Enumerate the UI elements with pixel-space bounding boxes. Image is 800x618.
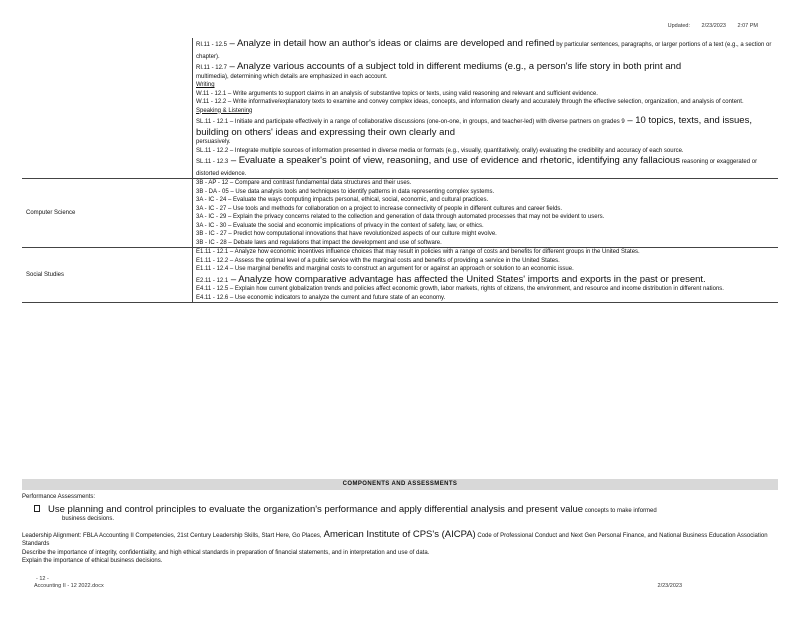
standard-code: E2.11 - 12.1 [196, 277, 229, 284]
standard-text: 3B - IC - 28 – Debate laws and regulations that impact the development and use of software. [196, 239, 442, 246]
page-footer [22, 576, 778, 590]
standard-text: 3B - DA - 05 – Use data analysis tools and techniques to identify patterns in data representing complex systems. [196, 188, 495, 195]
standard-text: 3A - IC - 27 – Use tools and methods for collaboration on a project to increase connectivity of people in different cultures and career fields. [196, 205, 563, 212]
footer-date: 2/23/2023 [657, 583, 682, 589]
subject-label-social-studies: Social Studies [26, 272, 65, 278]
standard-text: E4.11 - 12.6 – Use economic indicators to analyze the current and future state of an economy. [196, 294, 446, 301]
bullet-text: Use planning and control principles to evaluate the organization's performance and apply differential analysis and present value [48, 503, 584, 515]
performance-bullet [22, 504, 778, 516]
performance-label: Performance Assessments: [22, 494, 96, 500]
standard-text: E4.11 - 12.5 – Explain how current globalization trends and policies affect economic growth, labor markets, rights of citizens, the environment, and resource and income distribution in different nations. [196, 286, 724, 292]
cs-content-cell [192, 179, 778, 247]
alignment-text: Leadership Alignment: FBLA Accounting II Competencies, 21st Century Leadership Skills, Start Here, Go Places, [22, 532, 322, 539]
standard-text: E1.11 - 12.1 – Analyze how economic incentives influence choices that may result in policies with a range of costs and benefits for different groups in the United States. [196, 249, 640, 255]
standard-text: SL.11 - 12.2 – Integrate multiple sources of information presented in diverse media or formats (e.g., visually, quantitatively, orally) evaluating the credibility and accuracy of each source. [196, 147, 684, 154]
standard-text: – Analyze in detail how an author's ideas or claims are developed and refined [226, 38, 555, 49]
ela-content-cell [192, 38, 778, 178]
standard-code: SL.11 - 12.3 [196, 159, 229, 165]
explain-text: Explain the importance of ethical business decisions. [22, 558, 163, 564]
section-heading-speaking: Speaking & Listening [196, 107, 253, 114]
standard-text: – Evaluate a speaker's point of view, reasoning, and use of evidence and rhetoric, identifying any fallacious [228, 155, 681, 166]
standard-text: E1.11 - 12.2 – Assess the optimal level of a public service with the marginal costs and benefits of providing a service in the United States. [196, 257, 560, 264]
bullet-text: concepts to make informed [583, 507, 657, 514]
performance-section [22, 493, 778, 566]
checkbox-bullet-icon [34, 505, 40, 512]
standard-code: RI.11 - 12.7 [196, 65, 227, 71]
standard-text: E1.11 - 12.4 – Use marginal benefits and marginal costs to construct an argument for or against an approach or solution to an economic issue. [196, 266, 574, 272]
subject-label-computer-science: Computer Science [26, 210, 76, 216]
bullet-text: business decisions. [62, 516, 115, 522]
alignment-text: Code of Professional Conduct and Next Gen Personal Finance, and National Business Education Association Standards [22, 532, 768, 547]
section-heading-writing: Writing [196, 82, 215, 88]
file-name: Accounting II - 12 2022.docx [34, 583, 104, 589]
social-studies-row [22, 247, 778, 303]
standard-text: – 10 topics, texts, and issues, building on others' ideas and expressing their own clearly and [196, 115, 752, 138]
components-assessments-heading: COMPONENTS AND ASSESSMENTS [22, 479, 778, 490]
standard-text: – Analyze how comparative advantage has affected the United States' imports and exports in the past or present. [228, 273, 706, 285]
standard-text: by particular sentences, paragraphs, or larger portions of a text (e.g., a section or chapter). [196, 42, 772, 60]
page-number: - 12 - [36, 576, 49, 582]
standard-text: 3A - IC - 29 – Explain the privacy concerns related to the collection and generation of data through automated processes that may not be evident to users. [196, 214, 605, 220]
describe-text: Describe the importance of integrity, confidentiality, and high ethical standards in preparation of financial statements, and in interpretation and use of data. [22, 549, 430, 556]
ss-content-cell [192, 248, 778, 302]
updated-label: Updated: [667, 23, 690, 29]
standard-code: RI.11 - 12.5 [196, 42, 227, 48]
ela-row [22, 38, 778, 178]
standard-text: persuasively. [196, 139, 231, 145]
standard-text: 3B - IC - 27 – Predict how computational innovations that have revolutionized aspects of our culture might evolve. [196, 231, 497, 237]
updated-time: 2:07 PM [737, 23, 758, 29]
standard-text: 3A - IC - 24 – Evaluate the ways computing impacts personal, ethical, social, economic, and cultural practices. [196, 197, 489, 203]
standard-text: 3A - IC - 30 – Evaluate the social and economic implications of privacy in the context of safety, law, or ethics. [196, 222, 484, 229]
standard-text: multimedia), determining which details are emphasized in each account. [196, 73, 388, 80]
standard-text: W.11 - 12.1 – Write arguments to support claims in an analysis of substantive topics or texts, using valid reasoning and relevant and sufficient evidence. [196, 90, 598, 97]
standard-text: W.11 - 12.2 – Write informative/explanatory texts to examine and convey complex ideas, concepts, and information clearly and accurately through the effective selection, organization, and analysis of content. [196, 99, 744, 105]
computer-science-row [22, 178, 778, 247]
standard-text: 3B - AP - 12 – Compare and contrast fundamental data structures and their uses. [196, 180, 412, 186]
updated-date: 2/23/2023 [701, 23, 726, 29]
standards-table [22, 38, 778, 303]
alignment-text: American Institute of CPS's (AICPA) [321, 528, 476, 540]
standard-text: SL.11 - 12.1 – Initiate and participate effectively in a range of collaborative discussions (one-on-one, in groups, and teacher-led) with diverse partners on grades 9 [196, 119, 625, 125]
standard-text: – Analyze various accounts of a subject told in different mediums (e.g., a person's life story in both print and [226, 61, 682, 72]
ela-subject-cell [22, 38, 192, 178]
standard-text: reasoning or exaggerated or distorted evidence. [196, 159, 758, 177]
updated-stamp [658, 23, 758, 29]
